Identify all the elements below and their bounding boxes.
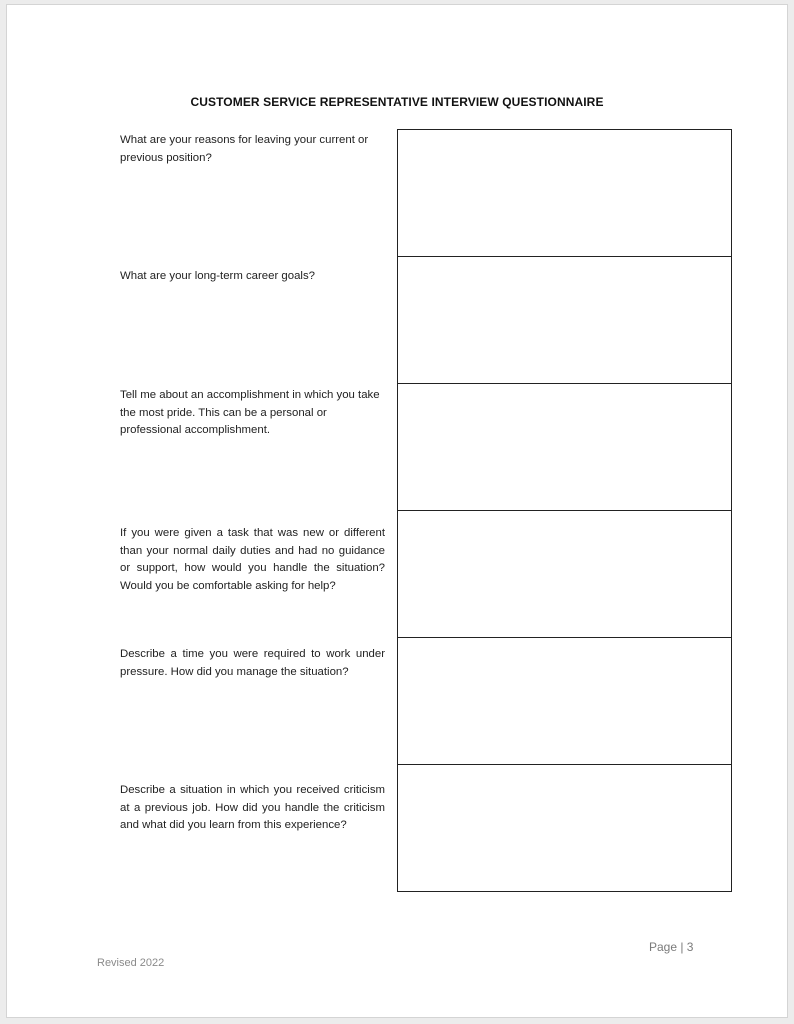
question-text: Tell me about an accomplishment in which you take the most pride. This can be a personal or professional accomplishment. — [120, 389, 380, 436]
answer-box[interactable] — [397, 129, 732, 257]
question-text: What are your long-term career goals? — [120, 270, 315, 282]
page-number: Page | 3 — [649, 940, 694, 954]
question-row — [120, 383, 732, 510]
question-row — [120, 129, 732, 256]
answer-box[interactable] — [397, 637, 732, 765]
answer-box[interactable] — [397, 256, 732, 384]
question-text: Describe a time you were required to work under pressure. How did you manage the situation? — [120, 648, 385, 678]
answer-box[interactable] — [397, 383, 732, 511]
question-row — [120, 256, 732, 383]
question-row — [120, 510, 732, 637]
page-title: CUSTOMER SERVICE REPRESENTATIVE INTERVIEW QUESTIONNAIRE — [190, 95, 604, 109]
revised-label: Revised 2022 — [97, 957, 165, 969]
question-row — [120, 764, 732, 891]
answer-box[interactable] — [397, 510, 732, 638]
question-text: Describe a situation in which you received criticism at a previous job. How did you handle the criticism and what did you learn from this experience? — [120, 784, 385, 831]
question-text: If you were given a task that was new or different than your normal daily duties and had no guidance or support, how would you handle the situation? Would you be comfortable asking for help? — [120, 527, 385, 592]
answer-box[interactable] — [397, 764, 732, 892]
question-text: What are your reasons for leaving your current or previous position? — [120, 134, 369, 164]
question-row — [120, 637, 732, 764]
